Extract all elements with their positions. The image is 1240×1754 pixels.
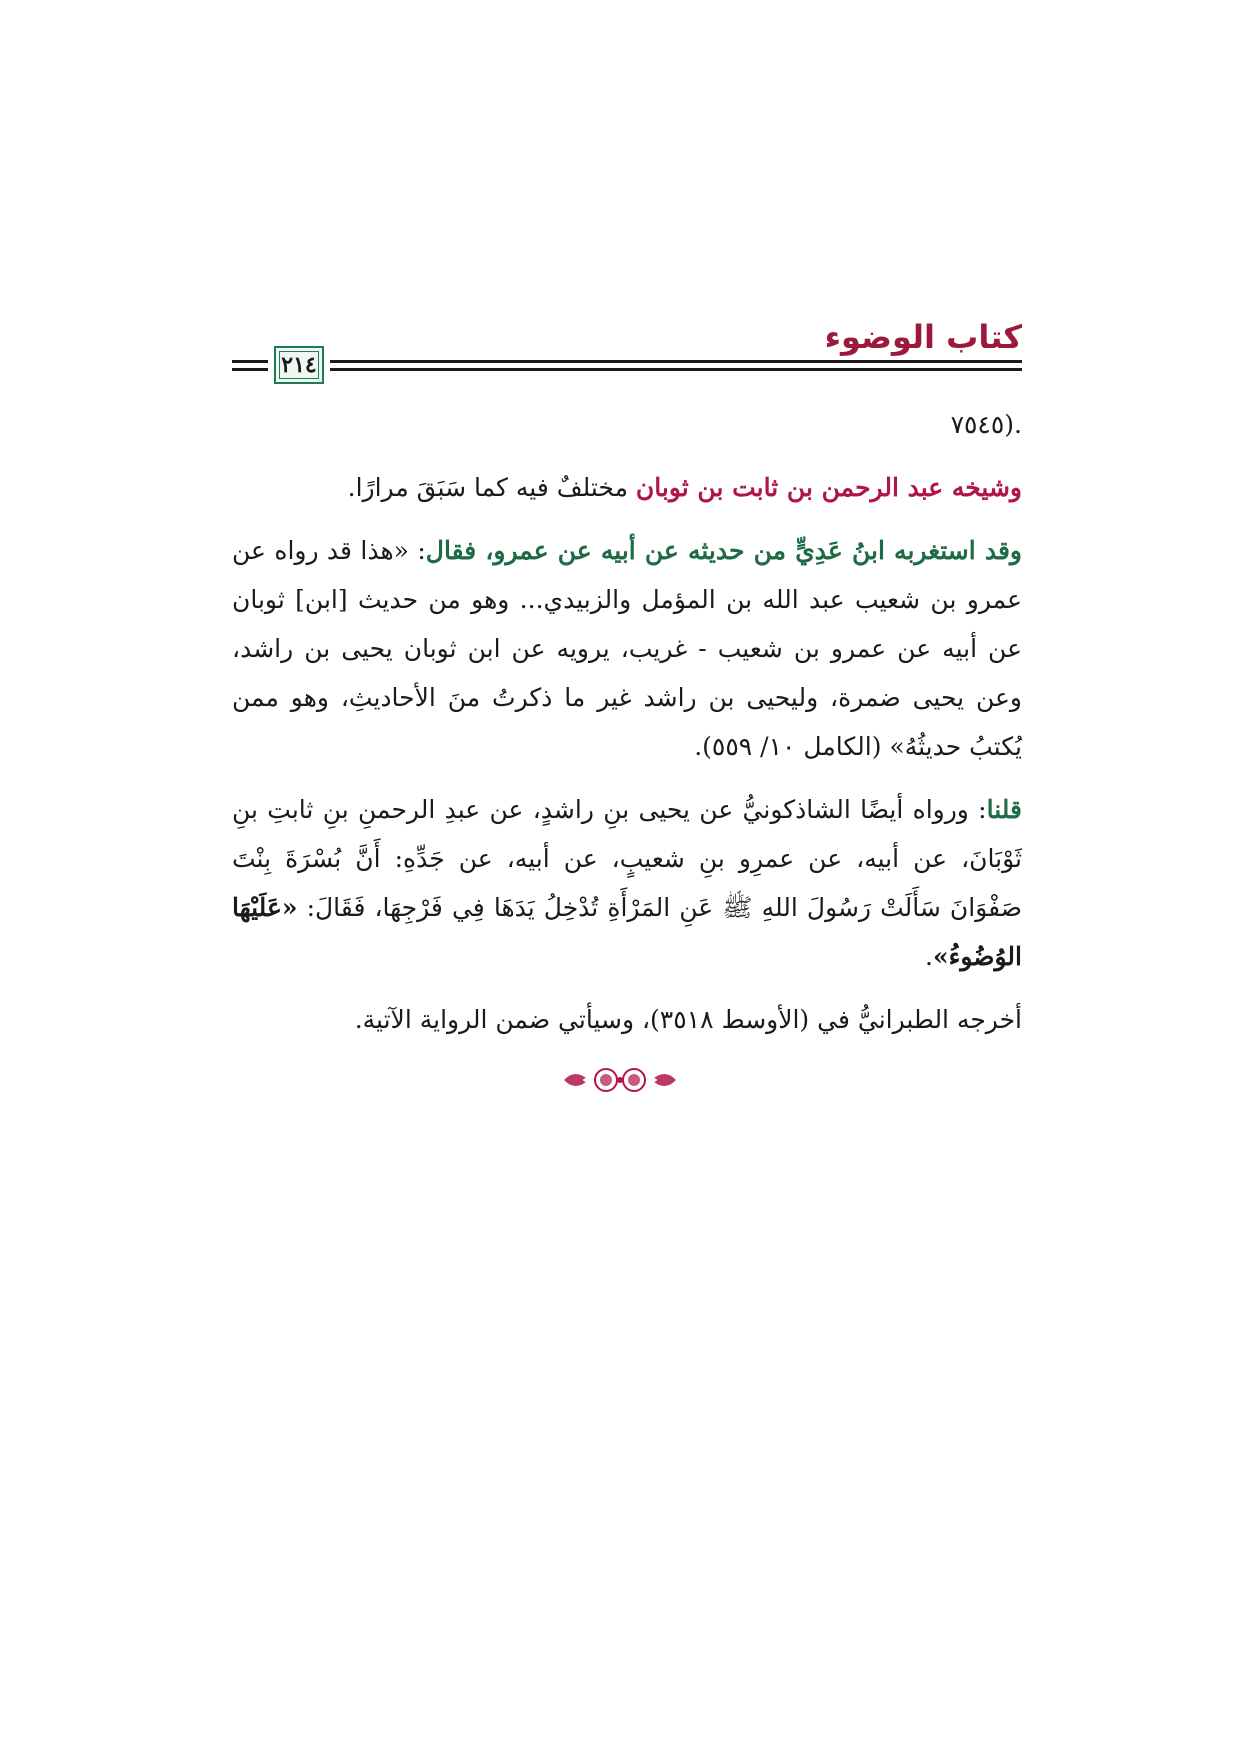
paragraph-1: [232, 463, 1022, 512]
header-rule: [232, 360, 268, 363]
paragraph-end: .: [925, 942, 933, 971]
carry-over-line: .(٧٥٤٥: [950, 410, 1022, 439]
paragraph-text: مختلفٌ فيه كما سَبَقَ مرارًا.: [347, 473, 636, 502]
page-content: [232, 400, 1022, 1058]
book-title: كتاب الوضوء: [824, 318, 1022, 356]
paragraph-4: أخرجه الطبرانيُّ في (الأوسط ٣٥١٨)، وسيأتي ضمن الرواية الآتية.: [354, 1005, 1022, 1034]
hadith-quote: «عَلَيْهَا الوُضُوءُ»: [232, 893, 1022, 971]
page-number-box: [274, 346, 324, 384]
commentary-highlight: قلنا: [986, 795, 1022, 824]
page-header: [232, 318, 1022, 388]
paragraph-3: [232, 785, 1022, 981]
header-rule: [330, 360, 1022, 363]
page-number: ٢١٤: [281, 352, 317, 378]
header-rule: [232, 368, 268, 371]
header-rule: [330, 368, 1022, 371]
narrator-highlight: وشيخه عبد الرحمن بن ثابت بن ثوبان: [635, 473, 1022, 502]
paragraph-text: : ورواه أيضًا الشاذكونيُّ عن يحيى بنِ راشدٍ، عن عبدِ الرحمنِ بنِ ثابتِ بنِ ثَوْبَانَ، عن أبيه، عن عمرِو بنِ شعيبٍ، عن أبيه، عن جَدِّهِ: أَنَّ بُسْرَةَ بِنْتَ صَفْوَانَ سَأَلَتْ رَسُولَ اللهِ ﷺ عَنِ المَرْأَةِ تُدْخِلُ يَدَهَا فِي فَرْجِهَا، فَقَالَ:: [232, 795, 1022, 922]
floral-divider-icon: [560, 1065, 680, 1095]
paragraph-text: : «هذا قد رواه عن عمرو بن شعيب عبد الله بن المؤمل والزبيدي... وهو من حديث [ابن] ثوبان عن أبيه عن عمرو بن شعيب - غريب، يرويه عن ابن ثوبان يحيى بن راشد، وعن يحيى ضمرة، وليحيى بن راشد غير ما ذكرتُ منَ الأحاديثِ، وهو ممن يُكتبُ حديثُهُ» (الكامل ١٠/ ٥٥٩).: [232, 536, 1022, 761]
commentary-highlight: وقد استغربه ابنُ عَدِيٍّ من حديثه عن أبيه عن عمرو، فقال: [425, 536, 1023, 565]
paragraph-2: [232, 526, 1022, 771]
